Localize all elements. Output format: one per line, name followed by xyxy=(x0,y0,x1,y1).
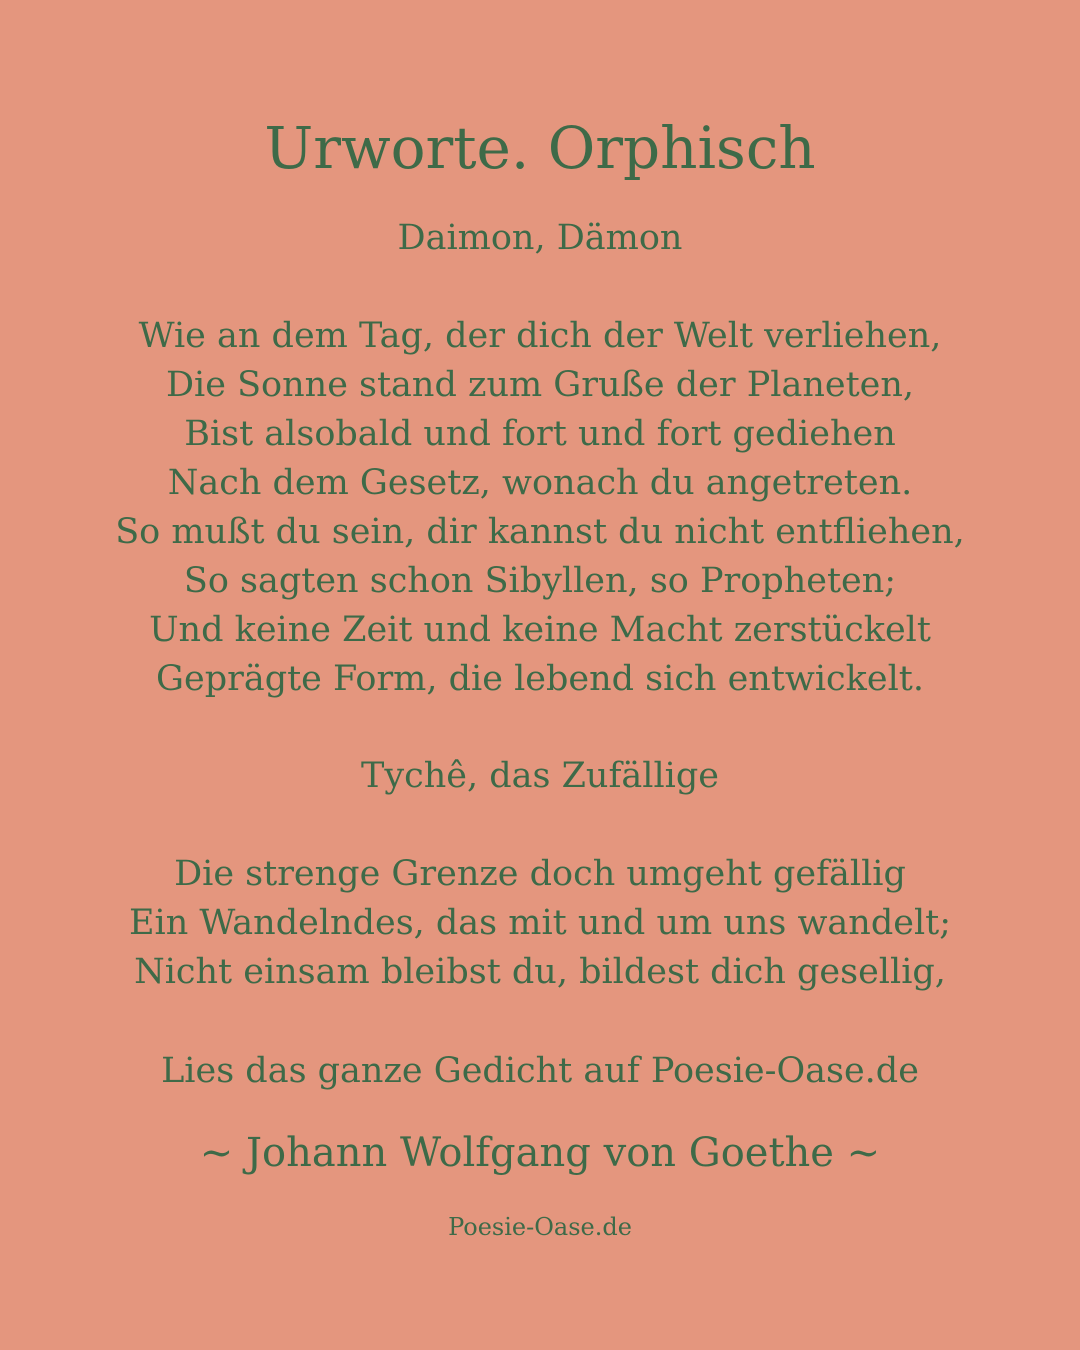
section-heading-tyche: Tychê, das Zufällige xyxy=(361,756,719,796)
poem-line: Und keine Zeit und keine Macht zerstückelt xyxy=(149,610,931,650)
poem-line: Nicht einsam bleibst du, bildest dich gesellig, xyxy=(134,952,946,992)
poem-line: Bist alsobald und fort und fort gediehen xyxy=(184,414,896,454)
stanza-tyche xyxy=(0,850,1080,997)
poem-line: Nach dem Gesetz, wonach du angetreten. xyxy=(167,463,913,503)
read-full-poem-text: Lies das ganze Gedicht auf Poesie-Oase.de xyxy=(161,1051,919,1091)
poem-line: Wie an dem Tag, der dich der Welt verliehen, xyxy=(138,316,942,356)
poem-line: Geprägte Form, die lebend sich entwickelt. xyxy=(156,659,924,699)
stanza-daimon xyxy=(0,312,1080,704)
poem-line: Ein Wandelndes, das mit und um uns wandelt; xyxy=(128,903,952,943)
poem-title: Urworte. Orphisch xyxy=(264,114,816,182)
author-name: ~ Johann Wolfgang von Goethe ~ xyxy=(199,1130,881,1176)
poem-line: Die strenge Grenze doch umgeht gefällig xyxy=(174,854,906,894)
poem-line: Die Sonne stand zum Gruße der Planeten, xyxy=(165,365,915,405)
poem-line: So sagten schon Sibyllen, so Propheten; xyxy=(183,561,897,601)
section-heading-daimon: Daimon, Dämon xyxy=(397,218,683,258)
site-credit: Poesie-Oase.de xyxy=(448,1213,632,1241)
poem-line: So mußt du sein, dir kannst du nicht entfliehen, xyxy=(115,512,965,552)
